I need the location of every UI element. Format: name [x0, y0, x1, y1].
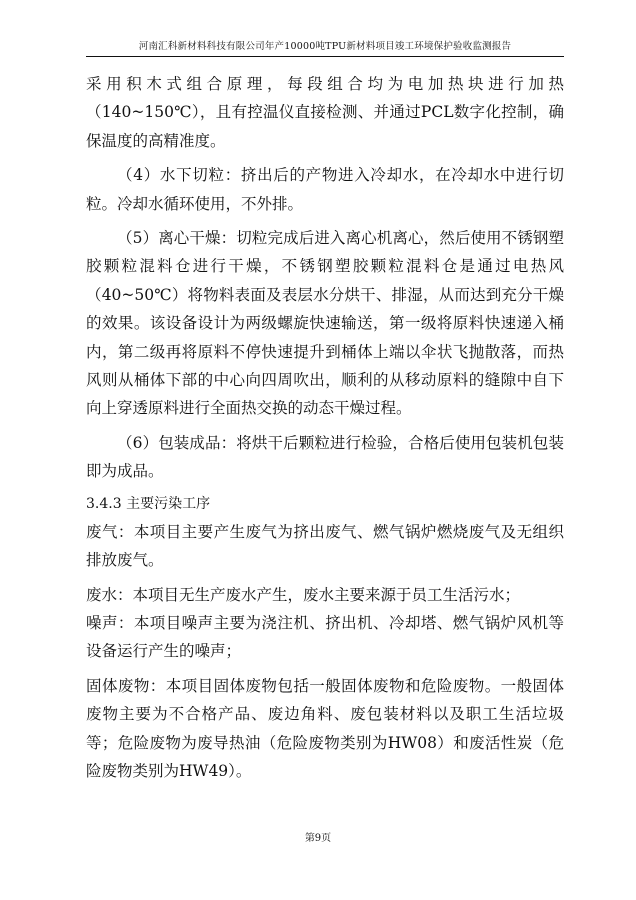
document-body: [86, 70, 564, 785]
header-divider: [86, 56, 564, 57]
page-number: 第9页: [304, 833, 332, 844]
pollution-wastewater: 废水：本项目无生产废水产生，废水主要来源于员工生活污水；: [86, 585, 521, 604]
section-heading: 3.4.3 主要污染工序: [86, 495, 211, 512]
paragraph-centrifugal-drying: （5）离心干燥：切粒完成后进入离心机离心，然后使用不锈钢塑胶颗粒混料仓进行干燥，不锈钢塑胶颗粒混料仓是通过电热风（40~50℃）将物料表面及表层水分烘干、排湿，从而达到充分干燥的效果。该设备设计为两级螺旋快速输送，第一级将原料快速递入桶内，第二级再将原料不停快速提升到桶体上端以伞状飞抛散落，而热风则从桶体下部的中心向四周吹出，顺利的从移动原料的缝隙中自下向上穿透原料进行全面热交换的动态干燥过程。: [86, 229, 564, 418]
pollution-solid-waste: 固体废物：本项目固体废物包括一般固体废物和危险废物。一般固体废物主要为不合格产品、废边角料、废包装材料以及职工生活垃圾等；危险废物为废导热油（危险废物类别为HW08）和废活性炭（危险废物类别为HW49）。: [86, 676, 564, 780]
paragraph-heating-control: 采用积木式组合原理，每段组合均为电加热块进行加热（140~150℃），且有控温仪直接检测、并通过PCL数字化控制，确保温度的高精准度。: [86, 75, 564, 150]
pollution-noise: 噪声：本项目噪声主要为浇注机、挤出机、冷却塔、燃气锅炉风机等设备运行产生的噪声；: [86, 613, 564, 661]
page-header: 河南汇科新材料科技有限公司年产10000吨TPU新材料项目竣工环境保护验收监测报告: [138, 41, 512, 52]
pollution-exhaust-gas: 废气：本项目主要产生废气为挤出废气、燃气锅炉燃烧废气及无组织排放废气。: [86, 522, 564, 570]
paragraph-packaging: （6）包装成品：将烘干后颗粒进行检验，合格后使用包装机包装即为成品。: [86, 433, 564, 481]
paragraph-underwater-pelletizing: （4）水下切粒：挤出后的产物进入冷却水，在冷却水中进行切粒。冷却水循环使用，不外排。: [86, 166, 564, 213]
